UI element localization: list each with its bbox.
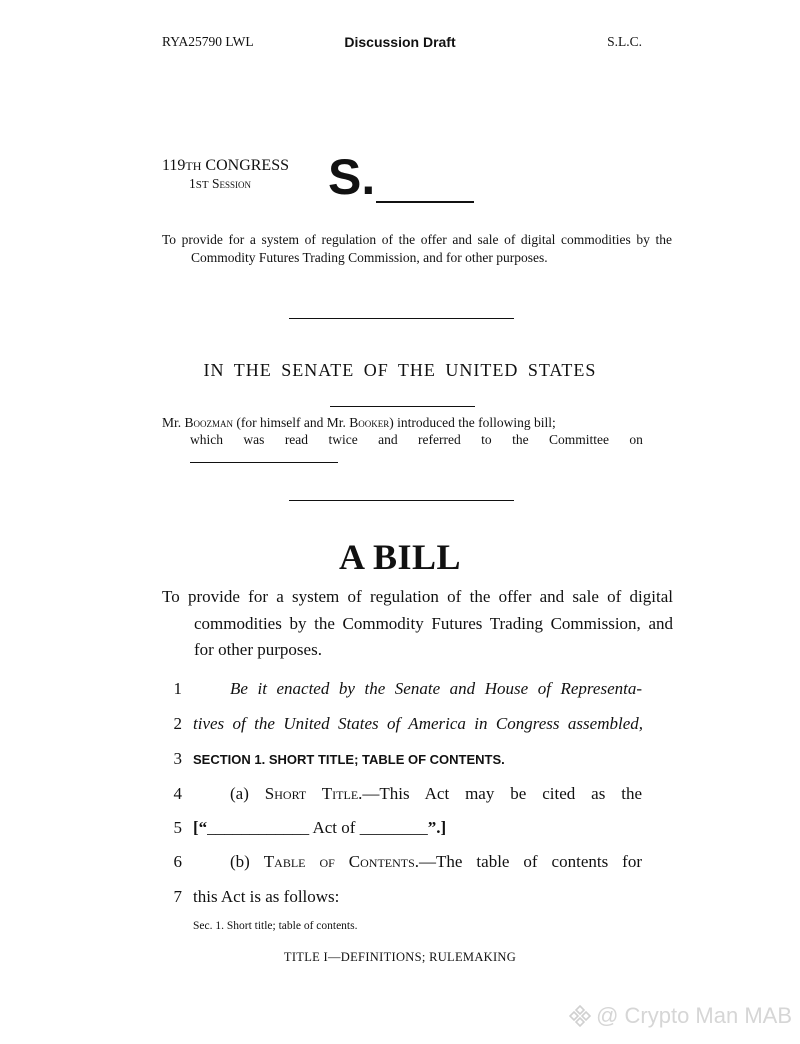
divider (289, 318, 514, 319)
cosponsor-name: Booker (349, 415, 390, 430)
document-id: RYA25790 LWL (162, 34, 254, 49)
session-suffix: ST (195, 179, 209, 191)
intro-suffix: ) introduced the following bill; (389, 415, 556, 430)
subsection-text: .—This Act may be cited as the (358, 784, 642, 803)
subsection-heading: Table of Contents (263, 852, 415, 871)
toc-subsection-line (230, 852, 642, 872)
line-number: 7 (173, 887, 182, 906)
committee-blank (190, 462, 338, 463)
session-word: Session (211, 176, 251, 191)
office-code: S.L.C. (607, 34, 642, 49)
draft-status: Discussion Draft (344, 34, 456, 50)
intro-word: on (629, 432, 643, 447)
toc-entry: Sec. 1. Short title; table of contents. (193, 920, 358, 932)
line-number: 2 (173, 714, 182, 733)
bill-number: S. (328, 149, 376, 205)
introduction-line-2 (190, 432, 643, 448)
section-heading: SECTION 1. SHORT TITLE; TABLE OF CONTENTS. (193, 752, 505, 767)
act-name-blank: ____________ (207, 818, 310, 837)
enacting-clause-line-1: Be it enacted by the Senate and House of Representa- (230, 679, 642, 698)
subsection-marker: (a) (230, 784, 249, 803)
intro-word: and (378, 432, 398, 447)
bill-number-blank (376, 201, 474, 203)
line-number: 5 (173, 818, 182, 837)
sponsor-name: Boozman (184, 415, 234, 430)
act-of-text: Act of (312, 818, 356, 837)
year-blank: ________ (359, 818, 428, 837)
intro-word: referred (418, 432, 461, 447)
diamond-logo-icon (568, 1004, 592, 1028)
long-purpose: To provide for a system of regulation of the offer and sale of digital commodities by the Commodity Futures Trading Commission, and for other purposes. (162, 587, 673, 659)
congress-word: CONGRESS (205, 157, 289, 174)
line-number: 4 (173, 784, 182, 803)
intro-word: to (481, 432, 492, 447)
watermark-text: @ Crypto Man MAB (596, 1003, 792, 1028)
subsection-text: .—The table of contents for (414, 852, 642, 871)
short-title-line (230, 784, 642, 804)
intro-word: which (190, 432, 223, 447)
toc-intro-line: this Act is as follows: (193, 887, 340, 906)
congress-label (162, 158, 289, 174)
watermark (568, 1003, 792, 1029)
session-number: 1 (189, 176, 196, 191)
congress-suffix: TH (185, 159, 202, 173)
line-number: 6 (173, 852, 182, 871)
toc-title-heading: TITLE I—DEFINITIONS; RULEMAKING (283, 950, 517, 964)
congress-number: 119 (162, 157, 186, 174)
intro-word: was (243, 432, 265, 447)
bracket-open: [“ (193, 818, 208, 837)
line-number: 1 (173, 679, 182, 698)
act-name-line (193, 818, 643, 838)
intro-middle: (for himself and Mr. (236, 415, 346, 430)
bracket-close: ”.] (427, 818, 447, 837)
line-number: 3 (173, 749, 182, 768)
session-label (189, 176, 251, 192)
subsection-marker: (b) (230, 852, 250, 871)
subsection-heading: Short Title (264, 784, 359, 803)
chamber-heading: IN THE SENATE OF THE UNITED STATES (203, 360, 597, 380)
enacting-clause-line-2: tives of the United States of America in Congress assembled, (193, 714, 643, 733)
divider (289, 500, 514, 501)
sponsor-prefix: Mr. (162, 415, 182, 430)
intro-word: twice (328, 432, 358, 447)
bill-title: A BILL (338, 537, 462, 577)
intro-word: read (284, 432, 309, 447)
introduction-line (162, 414, 643, 432)
intro-word: Committee (548, 432, 609, 447)
divider (330, 406, 475, 407)
short-purpose: To provide for a system of regulation of the offer and sale of digital commodities by the Commodity Futures Trading Commission, and for other purposes. (162, 232, 672, 265)
intro-word: the (512, 432, 529, 447)
